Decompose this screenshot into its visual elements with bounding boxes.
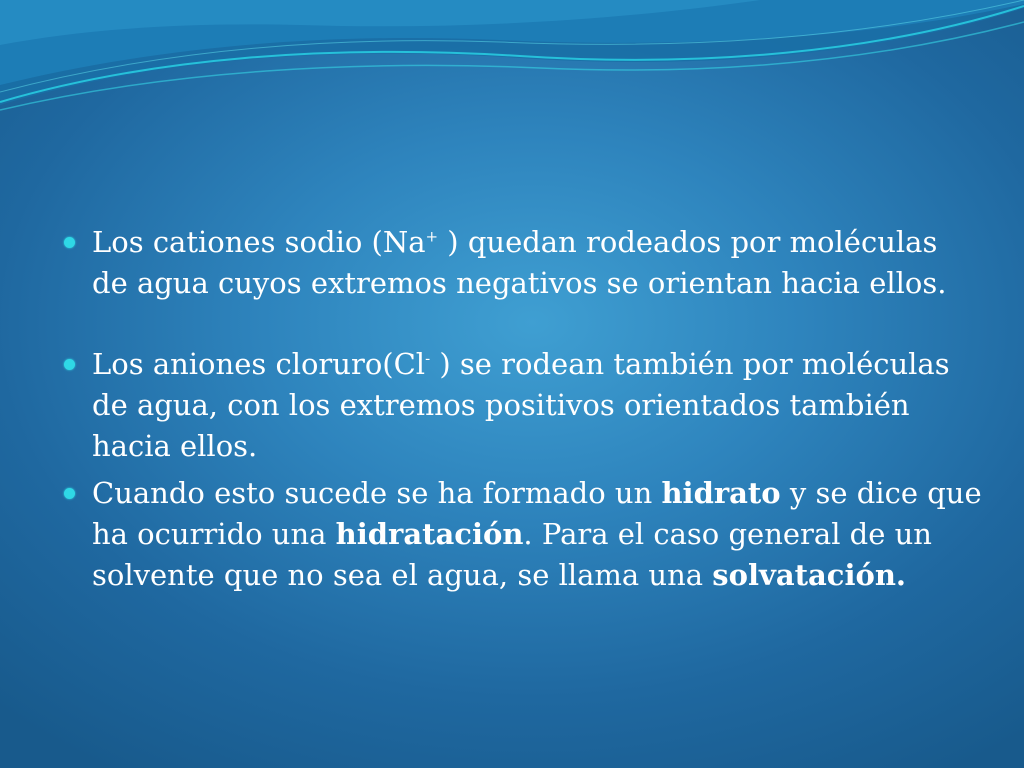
bullet-text: ) se rodean también por moléculas de agua, con los extremos positivos orientados también hacia ellos. [92, 347, 950, 463]
bullet-text: . Para el caso general de un solvente que no sea el agua, se llama una [92, 517, 932, 592]
bullet-item [62, 344, 982, 467]
bullet-item [62, 473, 982, 596]
superscript-charge: - [425, 349, 431, 368]
header-wave-decoration [0, 0, 1024, 140]
bullet-dot-icon [64, 359, 75, 370]
bold-term-solvatacion: solvatación. [712, 558, 907, 592]
bullet-text: Los aniones cloruro(Cl [92, 347, 426, 381]
bullet-dot-icon [64, 488, 75, 499]
bullet-text: Cuando esto sucede se ha formado un [92, 476, 662, 510]
slide-content [62, 222, 982, 596]
bullet-text: y se dice que ha ocurrido una [92, 476, 982, 551]
bullet-text: Los cationes sodio (Na [92, 225, 426, 259]
bold-term-hidratacion: hidratación [335, 517, 524, 551]
bullet-dot-icon [64, 237, 75, 248]
bullet-item [62, 222, 982, 304]
bullet-text: ) quedan rodeados por moléculas de agua cuyos extremos negativos se orientan hacia ellos. [92, 225, 947, 300]
bold-term-hidrato: hidrato [661, 476, 781, 510]
superscript-charge: + [425, 227, 439, 246]
